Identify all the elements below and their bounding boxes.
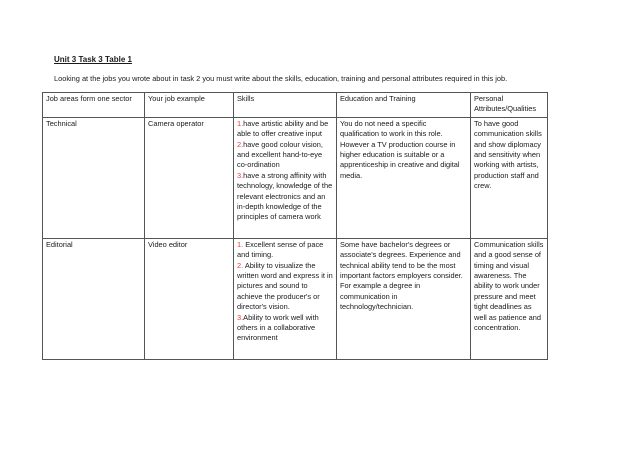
cell-attributes: To have good communication skills and show diplomacy and sensitivity when working with artists, production staff and crew. — [471, 117, 548, 238]
skill-item — [237, 240, 333, 261]
job-attributes-table — [42, 92, 548, 360]
header-personal-attributes: Personal Attributes/Qualities — [471, 93, 548, 118]
header-job-areas: Job areas form one sector — [43, 93, 145, 118]
table-row — [43, 238, 548, 359]
skill-number: 1. — [237, 118, 244, 128]
skill-text: have good colour vision, and excellent hand-to-eye co-ordination — [237, 139, 323, 170]
skill-item — [237, 261, 333, 313]
cell-job-area: Editorial — [43, 238, 145, 359]
skill-number: 2. — [237, 139, 244, 149]
skill-item — [237, 313, 333, 344]
header-education-training: Education and Training — [337, 93, 471, 118]
cell-job-example: Video editor — [145, 238, 234, 359]
skill-text: have artistic ability and be able to offer creative input — [237, 118, 329, 139]
skill-number: 3. — [237, 312, 244, 322]
education-paragraph: Some have bachelor's degrees or associate's degrees. Experience and technical ability tend to be the most important factors employers consider. — [340, 239, 463, 281]
skill-number: 2. — [237, 260, 244, 270]
cell-skills — [234, 238, 337, 359]
skill-text: Ability to work well with others in a collaborative environment — [237, 312, 319, 343]
document-intro: Looking at the jobs you wrote about in task 2 you must write about the skills, education, training and personal attributes required in this job. — [54, 74, 508, 83]
skill-item — [237, 171, 333, 223]
skill-text: Excellent sense of pace and timing. — [237, 239, 324, 260]
table-header-row — [43, 93, 548, 118]
header-skills: Skills — [234, 93, 337, 118]
cell-education — [337, 117, 471, 238]
skill-item — [237, 140, 333, 171]
cell-skills — [234, 117, 337, 238]
cell-education — [337, 238, 471, 359]
skill-text: have a strong affinity with technology, knowledge of the relevant electronics and an in-depth knowledge of the principles of camera work — [237, 170, 333, 222]
skill-number: 3. — [237, 170, 244, 180]
skill-item — [237, 119, 333, 140]
education-paragraph: For example a degree in communication in technology/technician. — [340, 281, 421, 312]
education-paragraph: You do not need a specific qualification to work in this role. However a TV production course in higher education is suitable or a apprenticeship in creative and digital media. — [340, 118, 460, 180]
skill-number: 1. — [237, 239, 244, 249]
cell-attributes: Communication skills and a good sense of timing and visual awareness. The ability to work under pressure and meet tight deadlines as well as patience and concentration. — [471, 238, 548, 359]
cell-job-area: Technical — [43, 117, 145, 238]
skill-text: Ability to visualize the written word and express it in pictures and sound to achieve the producer's or director's vision. — [237, 260, 333, 312]
document-heading: Unit 3 Task 3 Table 1 — [54, 55, 132, 64]
table-row — [43, 117, 548, 238]
cell-job-example: Camera operator — [145, 117, 234, 238]
header-job-example: Your job example — [145, 93, 234, 118]
